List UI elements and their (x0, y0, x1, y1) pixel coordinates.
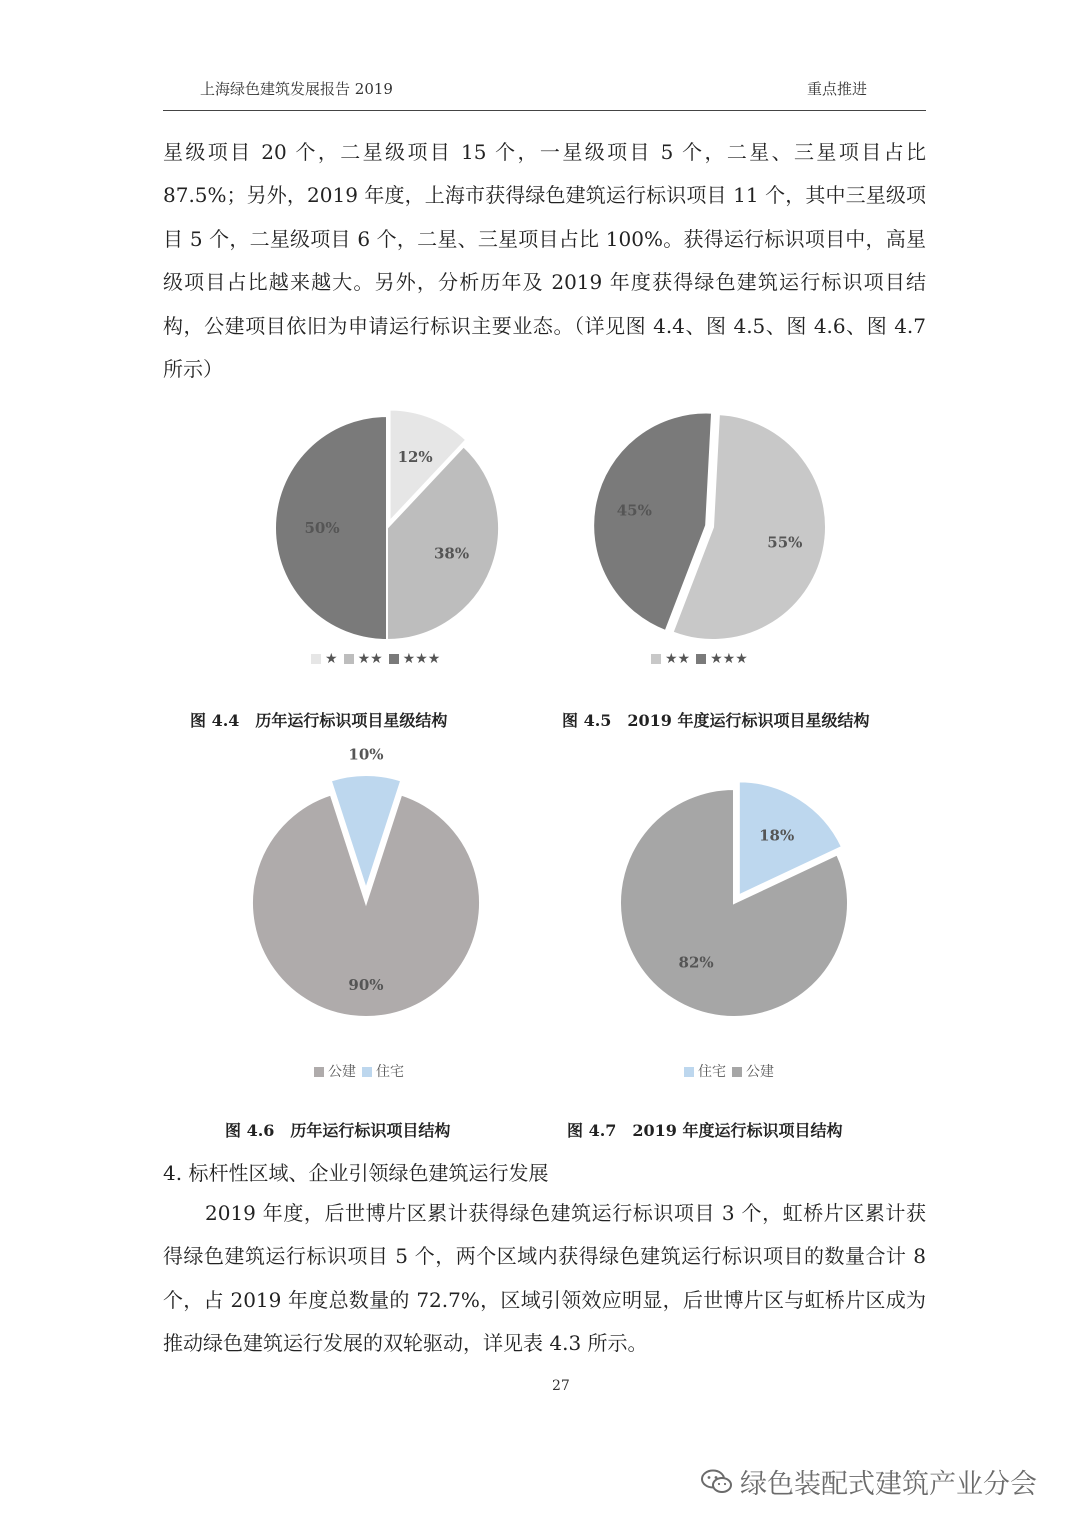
legend-swatch (732, 1067, 742, 1077)
body-paragraph-2: 2019 年度，后世博片区累计获得绿色建筑运行标识项目 3 个，虹桥片区累计获得绿色建筑运行标识项目 5 个，两个区域内获得绿色建筑运行标识项目的数量合计 8 个，占 2019 年度总数量的 72.7%，区域引领效应明显，后世博片区与虹桥片区成为推动绿色建筑运行发展的双轮驱动，详见表 4.3 所示。 (163, 1201, 926, 1356)
pie-chart-4-5 (596, 410, 830, 648)
pie-chart-4-4 (272, 413, 502, 647)
legend-label: ★★★ (710, 651, 748, 667)
legend-label: 住宅 (698, 1064, 726, 1080)
data-label: 10% (348, 745, 384, 764)
chart-4-5-legend (645, 651, 748, 667)
data-label: 38% (433, 544, 470, 563)
running-header-title: 上海绿色建筑发展报告 2019 (200, 80, 393, 98)
section-heading: 4. 标杆性区域、企业引领绿色建筑运行发展 (163, 1161, 549, 1185)
watermark-text: 绿色装配式建筑产业分会 (740, 1469, 1037, 1500)
legend-swatch (389, 654, 399, 664)
data-label: 18% (759, 826, 795, 845)
legend-swatch (311, 654, 321, 664)
figure-caption-4-6: 图 4.6 历年运行标识项目结构 (225, 1121, 451, 1140)
chart-4-6-legend (308, 1061, 404, 1081)
wechat-icon (700, 1468, 734, 1503)
header-divider (163, 110, 926, 111)
legend-label: ★★ (357, 651, 383, 667)
legend-label: ★★ (665, 651, 691, 667)
legend-swatch (362, 1067, 372, 1077)
legend-label: ★★★ (402, 651, 441, 667)
legend-swatch (684, 1067, 694, 1077)
body-paragraph-1: 星级项目 20 个，二星级项目 15 个，一星级项目 5 个，二星、三星项目占比 87.5%；另外，2019 年度，上海市获得绿色建筑运行标识项目 11 个，其中三星级项目 5 个，二星级项目 6 个，二星、三星项目占比 100%。获得运行标识项目中，高星级项目占比越来越大。另外，分析历年及 2019 年度获得绿色建筑运行标识项目结构，公建项目依旧为申请运行标识主要业态。（详见图 4.4、图 4.5、图 4.6、图 4.7 所示） (163, 140, 926, 382)
legend-swatch (696, 654, 706, 664)
data-label: 82% (678, 953, 714, 972)
data-label: 50% (304, 519, 340, 537)
legend-label: ★ (325, 651, 338, 667)
figure-caption-4-4: 图 4.4 历年运行标识项目星级结构 (190, 711, 448, 730)
pie-chart-4-7 (617, 786, 851, 1024)
figure-caption-4-5: 图 4.5 2019 年度运行标识项目星级结构 (562, 711, 870, 730)
page-number: 27 (552, 1378, 570, 1394)
legend-swatch (344, 654, 354, 664)
running-header-section: 重点推进 (807, 80, 868, 98)
figure-caption-4-7: 图 4.7 2019 年度运行标识项目结构 (567, 1121, 843, 1140)
pie-chart-4-6 (249, 745, 483, 1024)
chart-4-4-legend (305, 651, 440, 667)
data-label: 12% (397, 447, 433, 466)
legend-swatch (314, 1067, 324, 1077)
data-label: 55% (767, 533, 803, 552)
chart-4-7-legend (678, 1061, 774, 1081)
legend-label: 住宅 (376, 1064, 404, 1080)
legend-label: 公建 (328, 1064, 356, 1080)
data-label: 90% (348, 976, 384, 995)
legend-label: 公建 (746, 1064, 774, 1080)
legend-swatch (651, 654, 661, 664)
data-label: 45% (616, 501, 652, 520)
wechat-watermark (700, 1462, 1037, 1503)
